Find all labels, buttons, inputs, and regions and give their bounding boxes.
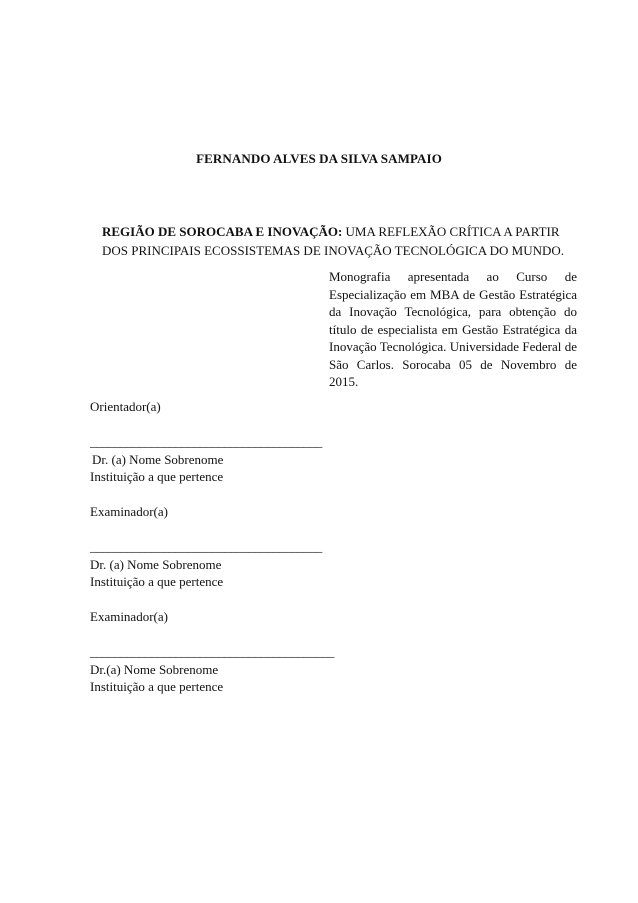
- signature-line: ______________________________________: [90, 434, 322, 449]
- signer-institution: Instituição a que pertence: [90, 574, 224, 589]
- signer-institution: Instituição a que pertence: [90, 469, 224, 484]
- title-line-1: [102, 222, 582, 241]
- abstract-paragraph: Monografia apresentada ao Curso de Especialização em MBA de Gestão Estratégica da Inovação Tecnológica, para obtenção do título de especialista em Gestão Estratégica da Inovação Tecnológica. Universidade Federal de São Carlos. Sorocaba 05 de Novembro de 2015.: [329, 269, 577, 389]
- signature-role: Orientador(a): [90, 399, 161, 414]
- signature-block: [90, 398, 390, 696]
- title-line-2: DOS PRINCIPAIS ECOSSISTEMAS DE INOVAÇÃO TECNOLÓGICA DO MUNDO.: [102, 243, 565, 258]
- signer-name: Dr. (a) Nome Sobrenome: [92, 451, 224, 467]
- signature-line: ________________________________________: [90, 644, 335, 659]
- signature-role: Examinador(a): [90, 504, 168, 519]
- signature-line: ______________________________________: [90, 539, 322, 554]
- title-bold-part: REGIÃO DE SOROCABA E INOVAÇÃO:: [102, 224, 343, 239]
- signer-name: Dr. (a) Nome Sobrenome: [90, 556, 222, 572]
- thesis-title: [102, 222, 582, 260]
- signer-institution: Instituição a que pertence: [90, 679, 224, 694]
- title-rest-part: UMA REFLEXÃO CRÍTICA A PARTIR: [342, 224, 560, 239]
- signature-role: Examinador(a): [90, 609, 168, 624]
- author-name: FERNANDO ALVES DA SILVA SAMPAIO: [196, 151, 442, 166]
- signer-name: Dr.(a) Nome Sobrenome: [90, 661, 219, 677]
